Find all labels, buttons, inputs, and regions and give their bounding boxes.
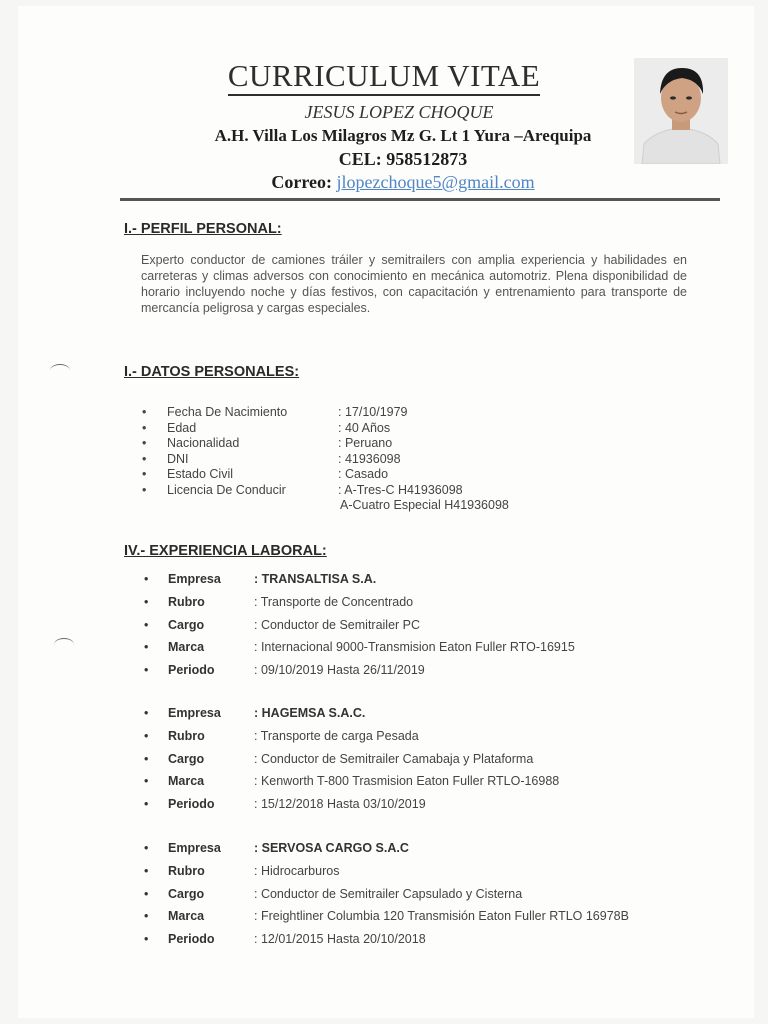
- job-label: Periodo: [168, 932, 215, 947]
- field-value: : 40 Años: [338, 420, 391, 435]
- job-label: Rubro: [168, 728, 205, 743]
- job-value: : Internacional 9000-Transmision Eaton Fuller RTO-16915: [254, 640, 575, 655]
- field-label: Edad: [167, 420, 197, 435]
- cv-title: CURRICULUM VITAE: [0, 58, 768, 94]
- bullet: •: [144, 909, 149, 924]
- section-heading-perfil: I.- PERFIL PERSONAL:: [124, 221, 282, 237]
- field-value: : A-Tres-C H41936098: [338, 482, 463, 497]
- bullet: •: [142, 482, 147, 497]
- job-label: Periodo: [168, 797, 215, 812]
- job-label: Rubro: [168, 594, 205, 609]
- job-company: : HAGEMSA S.A.C.: [254, 706, 366, 720]
- profile-summary: Experto conductor de camiones tráiler y semitrailers con amplia experiencia y habilidades en carreteras y climas adversos con conocimiento en mecánica automotriz. Plena disponibilidad de horario incluyendo noche y días festivos, con capacitación y entrenamiento para transporte de mercancía peligrosa y cargas especiales.: [141, 253, 687, 315]
- bullet: •: [144, 932, 149, 947]
- job-label: Empresa: [168, 706, 221, 720]
- section-heading-experiencia: IV.- EXPERIENCIA LABORAL:: [124, 543, 327, 559]
- job-value: : Freightliner Columbia 120 Transmisión Eaton Fuller RTLO 16978B: [254, 909, 629, 924]
- job-value: : Transporte de Concentrado: [254, 594, 414, 609]
- bullet: •: [142, 467, 147, 481]
- job-label: Cargo: [168, 751, 205, 766]
- job-value: : Transporte de carga Pesada: [254, 728, 419, 743]
- bullet: •: [144, 572, 149, 586]
- bullet: •: [144, 706, 149, 720]
- header-divider: [120, 198, 720, 201]
- job-label: Empresa: [168, 572, 221, 586]
- bullet: •: [144, 751, 149, 766]
- job-company: : TRANSALTISA S.A.: [254, 572, 377, 586]
- job-value: : Conductor de Semitrailer PC: [254, 617, 421, 632]
- bullet: •: [144, 594, 149, 609]
- job-value: : Conductor de Semitrailer Capsulado y Cisterna: [254, 886, 523, 901]
- field-value: : Casado: [338, 467, 389, 481]
- field-value: A-Cuatro Especial H41936098: [340, 498, 509, 512]
- job-value: : 09/10/2019 Hasta 26/11/2019: [254, 663, 425, 678]
- bullet: •: [142, 451, 147, 466]
- job-value: : 15/12/2018 Hasta 03/10/2019: [254, 797, 426, 812]
- job-label: Marca: [168, 640, 205, 655]
- phone: CEL: 958512873: [338, 149, 468, 169]
- profile-photo: [634, 58, 728, 164]
- section-heading-datos: I.- DATOS PERSONALES:: [124, 364, 300, 380]
- bullet: •: [144, 617, 149, 632]
- bullet: •: [142, 405, 147, 419]
- bullet: •: [144, 640, 149, 655]
- job-label: Periodo: [168, 663, 215, 678]
- field-label: Nacionalidad: [167, 436, 240, 450]
- bullet: •: [142, 436, 147, 450]
- field-label: Licencia De Conducir: [167, 482, 286, 497]
- field-label: Estado Civil: [167, 467, 233, 481]
- job-value: : 12/01/2015 Hasta 20/10/2018: [254, 932, 426, 947]
- hole-punch-mark: [50, 364, 70, 377]
- field-label: Fecha De Nacimiento: [167, 405, 288, 419]
- job-value: : Conductor de Semitrailer Camabaja y Plataforma: [254, 751, 534, 766]
- bullet: •: [144, 886, 149, 901]
- bullet: •: [144, 841, 149, 855]
- email-label: Correo:: [271, 172, 333, 192]
- email-link[interactable]: jlopezchoque5@gmail.com: [336, 172, 535, 192]
- bullet: •: [144, 728, 149, 743]
- field-value: : 17/10/1979: [338, 405, 408, 419]
- job-label: Marca: [168, 774, 205, 789]
- job-company: : SERVOSA CARGO S.A.C: [254, 841, 409, 855]
- field-label: DNI: [167, 451, 189, 466]
- field-value: : 41936098: [338, 451, 401, 466]
- job-label: Cargo: [168, 617, 205, 632]
- job-value: : Kenworth T-800 Trasmision Eaton Fuller RTLO-16988: [254, 774, 560, 789]
- address: A.H. Villa Los Milagros Mz G. Lt 1 Yura –Arequipa: [214, 126, 592, 145]
- hole-punch-mark: [54, 638, 74, 651]
- bullet: •: [144, 663, 149, 678]
- job-label: Empresa: [168, 841, 221, 855]
- job-label: Cargo: [168, 886, 205, 901]
- bullet: •: [144, 797, 149, 812]
- job-label: Rubro: [168, 863, 205, 878]
- job-value: : Hidrocarburos: [254, 863, 340, 878]
- job-label: Marca: [168, 909, 205, 924]
- email-line: [0, 172, 768, 193]
- bullet: •: [142, 420, 147, 435]
- candidate-name: JESUS LOPEZ CHOQUE: [304, 102, 494, 122]
- bullet: •: [144, 774, 149, 789]
- bullet: •: [144, 863, 149, 878]
- field-value: : Peruano: [338, 436, 393, 450]
